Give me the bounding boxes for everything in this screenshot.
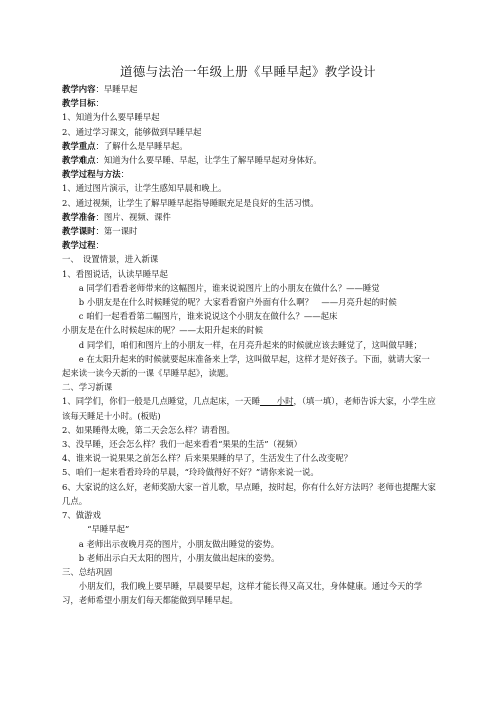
preparation-value: ：图片、视频、课件	[95, 211, 171, 222]
teaching-key-point	[62, 139, 436, 153]
teaching-content-value: ：早睡早起	[95, 84, 138, 94]
step-text: 1、同学们，你们一般是几点睡觉，几点起床，一天睡	[62, 396, 260, 407]
process-methods-colon: ：	[120, 169, 129, 180]
difficulty-value: ：知道为什么要早睡、早起，让学生了解早睡早起对身体好。	[95, 155, 322, 166]
teaching-content	[62, 82, 436, 96]
key-point-value: ：了解什么是早睡早起。	[95, 140, 188, 151]
key-point-label: 教学重点	[62, 140, 96, 151]
procedure-label: 教学过程	[62, 240, 96, 251]
paragraph: 小朋友是在什么时候起床的呢？——太阳升起来的时候	[62, 325, 263, 336]
method-item: 1、通过图片演示，让学生感知早晨和晚上。	[62, 183, 227, 194]
document-body	[62, 82, 436, 608]
paragraph: a 同学们看看老师带来的这幅图片，谁来说说图片上的小朋友在做什么？——睡觉	[78, 282, 380, 293]
procedure-colon: ：	[95, 240, 104, 251]
section-heading: 一、 设置情景，进入新课	[62, 254, 159, 265]
document-title: 道德与法治一年级上册《早睡早起》教学设计	[119, 64, 376, 79]
step-item: 4、谁来说一说果果之前怎么样？后来果果睡的早了，生活发生了什么改变呢？	[62, 453, 353, 464]
process-methods-label: 教学过程与方法	[62, 169, 121, 180]
objective-item: 2、通过学习课文，能够做到早睡早起	[62, 126, 202, 137]
process-and-methods	[62, 167, 436, 181]
paragraph: d 同学们，咱们和图片上的小朋友一样，在月亮升起来的时候就应该去睡觉了，这叫做早睡；	[78, 339, 422, 350]
teaching-content-label: 教学内容	[62, 84, 96, 94]
objective-item: 1、知道为什么要早睡早起	[62, 112, 160, 123]
step-item: 3、没早睡，还会怎么样？我们一起来看看“果果的生活”（视频）	[62, 439, 303, 450]
hours-label: 教学课时	[62, 226, 96, 237]
summary-paragraph: 小朋友们，我们晚上要早睡，早晨要早起，这样才能长得又高又壮，身体健康。通过今天的学习，老师希望小朋友们每天都能做到早睡早起。	[62, 581, 423, 606]
difficulty-label: 教学难点	[62, 155, 96, 166]
game-step: a 老师出示夜晚月亮的图片，小朋友做出睡觉的姿势。	[78, 538, 280, 549]
preparation-label: 教学准备	[62, 211, 96, 222]
game-step: b 老师出示白天太阳的图片，小朋友做出起床的姿势。	[78, 552, 280, 563]
teaching-preparation	[62, 210, 436, 224]
game-name: “早睡早起”	[87, 524, 130, 535]
paragraph: e 在太阳升起来的时候就要起床准备来上学，这叫做早起，这样才是好孩子。下面，就请大家一起来读一读今天新的一课《早睡早起》，读题。	[62, 353, 430, 379]
teaching-difficulty	[62, 153, 436, 167]
step-text: ，（填一填），老师告诉大家，小学生应该每天睡足十小时。(板贴)	[62, 396, 436, 421]
hours-value: ：第一课时	[95, 226, 138, 237]
method-item: 2、通过视频，让学生了解早睡早起指导睡眠充足是良好的生活习惯。	[62, 197, 319, 208]
step-item: 6、大家说的这么好，老师奖励大家一首儿歌，早点睡，按时起，你有什么好方法吗？老师也提醒大家几点。	[62, 481, 436, 506]
paragraph: c 咱们一起看看第二幅图片，谁来说说这个小朋友在做什么？——起床	[78, 311, 338, 322]
fill-in-blank: 小时	[259, 396, 294, 407]
section-heading: 三、总结巩固	[62, 566, 113, 577]
teaching-hours	[62, 224, 436, 238]
step-item: 1、看图说话，认读早睡早起	[62, 268, 168, 279]
step-item: 5、咱们一起来看看玲玲的早晨，“玲玲做得好不好？”请你来说一说。	[62, 467, 319, 478]
teaching-objectives-label: 教学目标	[62, 98, 96, 109]
teaching-procedure	[62, 238, 436, 252]
step-item	[62, 394, 436, 422]
step-item: 7、做游戏	[62, 510, 101, 521]
step-item: 2、如果睡得太晚，第二天会怎么样？请看图。	[62, 424, 235, 435]
teaching-objectives	[62, 96, 436, 110]
paragraph: b 小朋友是在什么时候睡觉的呢？大家看看窗户外面有什么啊？ ——月亮升起的时候	[78, 297, 397, 308]
teaching-objectives-colon: ：	[95, 98, 104, 109]
section-heading: 二、学习新课	[62, 382, 113, 393]
